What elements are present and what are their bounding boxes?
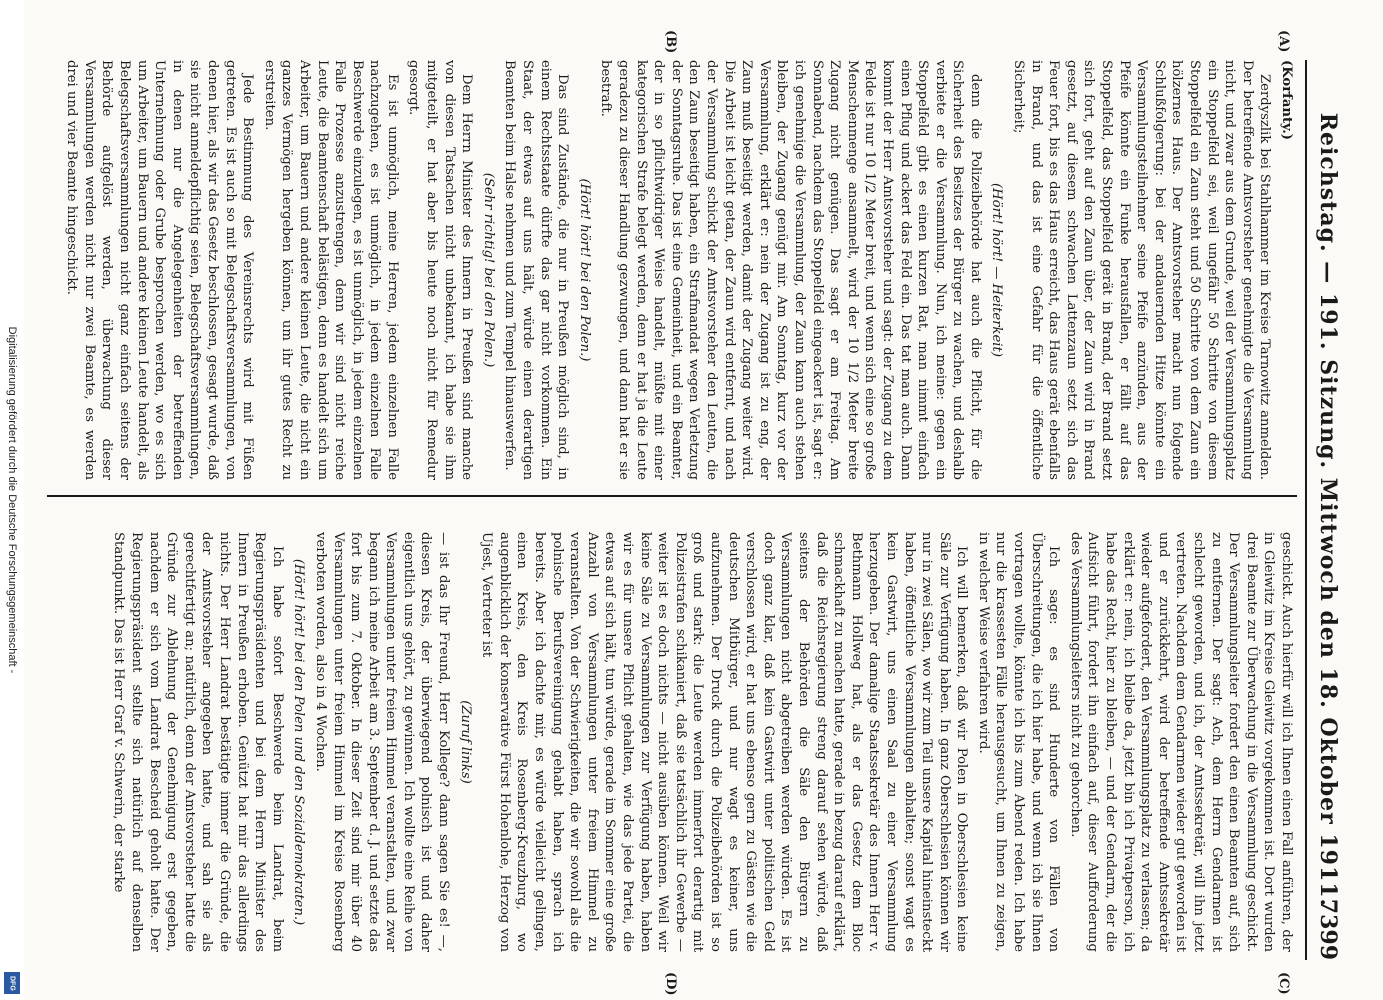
paragraph: denn die Polizeibehörde hat auch die Pflicht, für die Sicherheit des Besitzes der Bürger zu wachen, und deshalb verbiete er die Versammlung. Nun, ich meine: gegen ein Stoppelfeld gibt es einen kurzen Rat, man nimmt einfach einen Pflug und ackert das Feld ein. Das tat man auch. Dann kommt der Herr Amtsvorsteher und sagt: der Zugang zu dem Felde ist nur 10 1/2 Meter breit, und wenn sich eine so große Menschenmenge ansammelt, wird der 10 1/2 Meter breite Zugang nicht genügen. Das sagt er am Freitag. Am Sonnabend, nachdem das Stoppelfeld eingeackert ist, sagt er: ich genehmige die Versammlung, der Zaun kann auch stehen bleiben, der Zugang genügt mir. Am Sonntag, kurz vor der Versammlung, erklärt er: nein der Zugang ist zu eng, der Zaun muß beseitigt werden, damit der Zugang weiter wird. Die Arbeit ist leicht getan, der Zaun wird entfernt, und nach der Versammlung schickt der Amtsvorsteher den Leuten, die den Zaun beseitigt haben, ein Strafmandat wegen Verletzung der Sonntagsruhe. Das ist eine Gemeinheit, und ein Beamter, der in so pflichtwidriger Weise handelt, müßte mit einer kategorischen Strafe belegt werden, denn er hat ja die Leute geradezu zu dieser Handlung gezwungen, und dann hat er sie bestraft. xyxy=(598,60,983,480)
dfg-logo: DFG xyxy=(4,972,20,994)
interjection: (Sehr richtig! bei den Polen.) xyxy=(480,172,496,368)
paragraph: — ist das Ihr Freund, Herr Kollege? dann sagen Sie es! —, diesen Kreis, der überwiegend polnisch ist und daher eigentlich uns gehört, zu gewinnen. Ich wollte eine Reihe von Versammlungen unter freiem Himmel veranstalten, und zwar begann ich meine Arbeit am 3. September d. J. und setzte das fort bis zum 7. Oktober. In dieser Zeit sind mir über 40 Versammlungen unter freiem Himmel im Kreise Rosenberg verboten worden, also in 4 Wochen. xyxy=(312,532,452,952)
paragraph: Dem Herrn Minister des Innern in Preußen sind manche von diesen Tatsachen nicht unbekannt, ich habe sie ihm mitgeteilt, er hat aber bis heute noch nicht für Remedur gesorgt. xyxy=(406,60,475,480)
paragraph: Jede Bestimmung des Vereinsrechts wird mit Füßen getreten. Es ist auch so mit Belegschaftsversammlungen, von denen hier, als wir das Gesetz beschlossen, gesagt wurde, daß sie nicht anmeldepflichtig seien, Belegschaftsversammlungen, in denen nur die Angelegenheiten der betreffenden Unternehmung oder Grube besprochen werden, wo es sich um Arbeiter, um Bauern und andere kleinen Leute handelt, als Belegschaftsversammlungen nicht ganz einfach seitens der Behörde aufgelöst werden, überwachung dieser Versammlungen werden nicht nur zwei Beamte, es werden drei und vier Beamte hingeschickt. xyxy=(64,60,256,480)
paragraph: Es ist unmöglich, meine Herren, jedem einzelnen Falle nachzugehen, es ist unmöglich, in jedem einzelnen Falle Beschwerde einzulegen, es ist unmöglich, in jedem einzelnen Falle Prozesse anzustrengen, denn wir sind nicht reiche Leute, die Beamtenschaft belästigen, denn es handelt sich um Arbeiter, um Bauern und andere kleinen Leute, die nicht ein ganzes Vermögen hergeben können, um ihr gutes Recht zu erstreiten. xyxy=(261,60,400,480)
rotated-page-content xyxy=(24,0,1383,1000)
right-column xyxy=(55,532,1295,952)
speaker-runhead: (Korfanty.) xyxy=(1279,60,1294,141)
credit-text: Digitalisierung gefördert durch die Deutsche Forschungsgemeinschaft - xyxy=(6,326,18,674)
paragraph: Zerdyszlik bei Stahlhammer im Kreise Tarnowitz anmelden. Der betreffende Amtsvorsteher genehmigte die Versammlung nicht, und zwar aus dem Grunde, weil der Versammlungsplatz ein Stoppelfeld sei, weil ungefähr 50 Schritte von diesem Stoppelfeld ein Zaun steht und 50 Schritte von dem Zaun ein hölzernes Haus. Der Amtsvorsteher macht nun folgende Schlußfolgerung: bei der andauernden Hitze könnte ein Versammlungsteilnehmer seine Pfeife anzünden, aus der Pfeife könnte ein Funke herausfallen, er fällt auf das Stoppelfeld, das Stoppelfeld gerät in Brand, der Brand setzt sich fort, geht auf den Zaun über, der Zaun wird in Brand gesetzt, auf diesem schwachen Lattenzaun setzt sich das Feuer fort, bis es das Haus erreicht, das Haus gerät ebenfalls in Brand, und das ist eine Gefahr für die öffentliche Sicherheit; xyxy=(1011,60,1273,480)
margin-mark-d: (D) xyxy=(663,972,678,996)
header-rule xyxy=(1305,60,1307,960)
margin-mark-c: (C) xyxy=(1276,972,1291,995)
paragraph: Ich will bemerken, daß wir Polen in Oberschlesien keine Säle zur Verfügung haben. In ganz Oberschlesien können wir nur in zwei Sälen, wo wir zum Teil unsere Kapital hineinsteckt haben, öffentliche Versammlungen abhalten; sonst wagt es kein Gastwirt, uns einen Saal zu einer Versammlung herzugeben. Der damalige Staatssekretär des Innern Herr v. Bethmann Hollweg hat, als er das Gesetz dem Bloc schmackhaft zu machen hatte, gerade in bezug darauf erklärt, daß die Reichsregierung streng darauf sehen würde, daß seitens der Behörden die Säle den Bürgern zu Versammlungen nicht abgetreiben werden würden. Es ist doch ganz klar, daß kein Gastwirt unter politischen Geld verschlossen wird, er hat uns ebenso gern zu Gästen wie die deutschen Mitbürger, und nur wagt es keiner, uns aufzunehmen. Der Druck durch die Polizeibehörden ist so groß und stark: die Leute werden immerfort derartig mit Polizeistrafen schikaniert, daß sie tatsächlich ihr Gewerbe — weiter ist es doch nichts — nicht ausüben können. Weil wir keine Säle zu Versammlungen zur Verfügung haben, haben wir es für unsere Pflicht gehalten, wie das jede Partei, die etwas auf sich hält, tun würde, gerade im Sommer eine große Anzahl von Versammlungen unter freiem Himmel zu veranstalten. Von der Schwierigkeiten, die wir sowohl als die polnische Berufsvereinigung gehabt haben, sprach ich bereits. Aber ich dachte mir, es würde vielleicht gelingen, einen Kreis, den Kreis Rosenberg-Kreuzburg, wo augenblicklich der konservative Fürst Hohenlohe, Herzog von Ujest, Vertreter ist xyxy=(479,532,970,952)
margin-mark-a: (A) xyxy=(1276,30,1291,53)
paragraph: Ich sage: es sind Hunderte von Fällen von Überschreitungen, die ich hier habe, und wenn ich sie Ihnen vortragen wollte, könnte ich bis zum Abend reden. Ich habe nur die krassesten Fälle herausgesucht, um Ihnen zu zeigen, in welcher Weise verfahren wird. xyxy=(975,532,1062,952)
interjection: (Hört! hört! bei den Polen.) xyxy=(576,178,592,362)
scanned-page xyxy=(24,0,1383,1000)
paragraph: geschickt. Auch hierfür will ich Ihnen einen Fall anführen, der in Gleiwitz im Kreise Gleiwitz vorgekommen ist. Dort wurden drei Beamte zur Überwachung in die Versammlung geschickt. Der Versammlungsleiter fordert den einen Beamten auf, sich zu entfernen. Der sagt: Ach, dem Herrn Gendarmen ist schlecht geworden, und ich, der Amtssekretär, will ihn jetzt vertreten. Nachdem dem Gendarmen wieder gut geworden ist und er zurückkehrt, wird der betreffende Amtssekretär wieder aufgefordert, den Versammlungsplatz zu verlassen; da erklärt er: nein, ich bleibe da, jetzt bin ich Privatperson, ich habe das Recht, hier zu bleiben, — und der Gendarm, der die Aufsicht führt, fordert ihn einfach auf, dieser Aufforderung des Versammlungsleiters nicht zu gehorchen. xyxy=(1067,532,1294,952)
paragraph: Das sind Zustände, die nur in Preußen möglich sind, in einem Rechtsstaate dürfte das gar nicht vorkommen. Ein Staat, der etwas auf uns hält, würde einen derartigen Beamten beim Halse nehmen und zum Tempel hinauswerfen. xyxy=(502,60,571,480)
paragraph: Ich habe sofort Beschwerde beim Landrat, beim Regierungspräsidenten und bei dem Herrn Minister des Innern in Preußen erhoben. Genützt hat mir das allerdings nichts. Der Herr Landrat bestätigte immer die Gründe, die der Amtsvorsteher angegeben hatte, und sah sie als gerechtfertigt an; natürlich, denn der Amtsvorsteher hatte die Gründe zur Ablehnung der Genehmigung erst gegeben, nachdem er sich vom Landrat Bescheid geholt hatte. Der Regierungspräsident stellte sich natürlich auf denselben Standpunkt. Das ist Herr Graf v. Schwerin, der starke xyxy=(111,532,285,952)
page-header xyxy=(1311,60,1345,960)
credit-strip xyxy=(0,0,24,1000)
column-divider xyxy=(47,495,1297,497)
page-title: Reichstag. — 191. Sitzung. Mittwoch den 18. Oktober 1911. xyxy=(1315,112,1341,908)
page-number: 7399 xyxy=(1315,898,1341,960)
interjection: (Zuruf links) xyxy=(457,700,473,784)
interjection: (Hört! hört! bei den Polen und den Sozialdemokraten.) xyxy=(291,558,307,926)
interjection: (Hört! hört! — Heiterkeit) xyxy=(989,183,1005,357)
left-column xyxy=(55,60,1295,480)
margin-mark-b: (B) xyxy=(663,30,678,54)
